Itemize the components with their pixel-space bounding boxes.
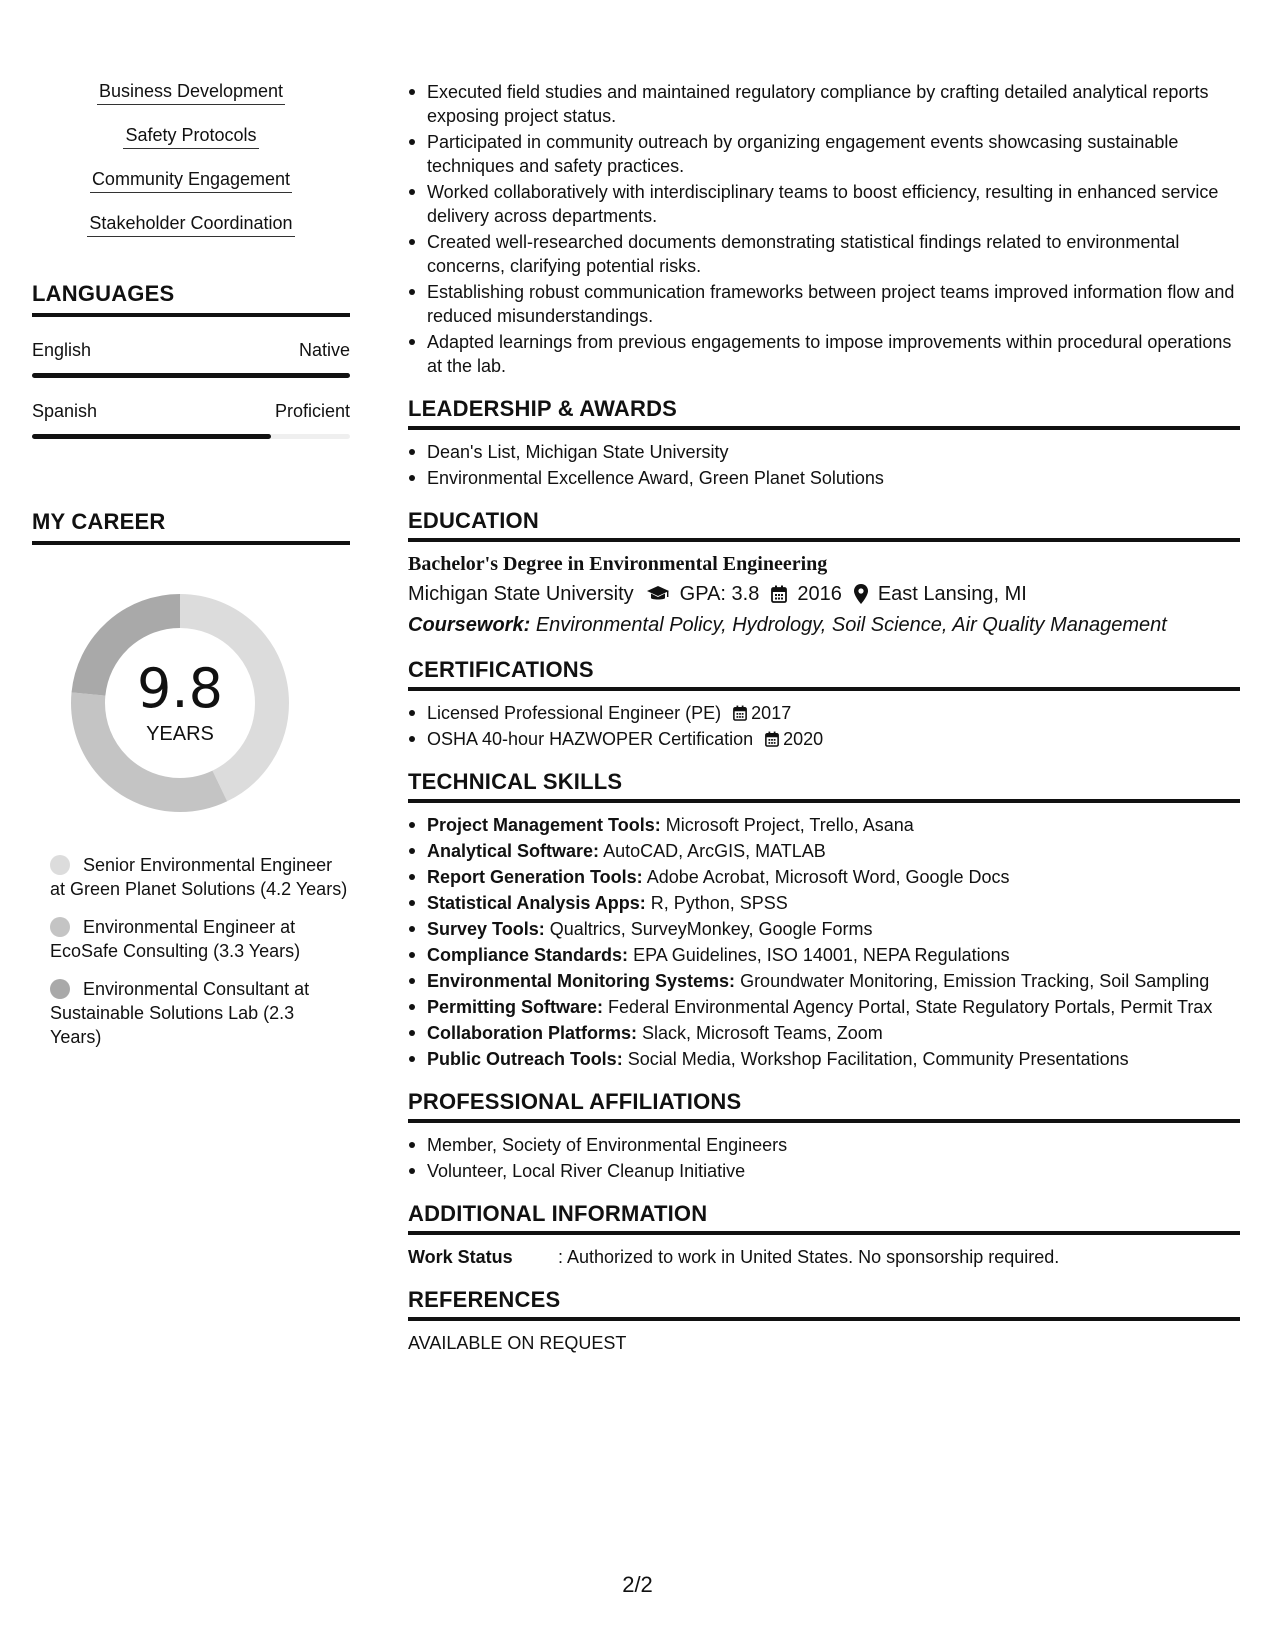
skill-values: Qualtrics, SurveyMonkey, Google Forms xyxy=(549,919,873,939)
affiliations-section xyxy=(408,1089,1240,1183)
language-item xyxy=(32,400,350,439)
legend-dot xyxy=(50,917,70,937)
skill-category: Compliance Standards: xyxy=(427,945,629,965)
graduation-year: 2016 xyxy=(797,583,842,605)
leadership-section xyxy=(408,396,1240,490)
right-column xyxy=(408,80,1240,1355)
language-item xyxy=(32,339,350,378)
location-pin-icon xyxy=(854,584,868,604)
languages-section xyxy=(32,281,350,439)
section-heading: CERTIFICATIONS xyxy=(408,657,1240,691)
list-item xyxy=(408,917,1240,941)
certification-name: Licensed Professional Engineer (PE) xyxy=(427,703,722,723)
section-heading: PROFESSIONAL AFFILIATIONS xyxy=(408,1089,1240,1123)
list-item xyxy=(408,839,1240,863)
list-item: Executed field studies and maintained regulatory compliance by crafting detailed analytical reports exposing project status. xyxy=(408,80,1240,128)
skill-values: AutoCAD, ArcGIS, MATLAB xyxy=(603,841,826,861)
list-item: Worked collaboratively with interdisciplinary teams to boost efficiency, resulting in enhanced service delivery across departments. xyxy=(408,180,1240,228)
skill-category: Environmental Monitoring Systems: xyxy=(427,971,736,991)
calendar-icon xyxy=(771,585,787,603)
list-item: Dean's List, Michigan State University xyxy=(408,440,1240,464)
list-item: Adapted learnings from previous engagements to impose improvements within procedural operations at the lab. xyxy=(408,330,1240,378)
experience-bullets xyxy=(408,80,1240,378)
list-item: Member, Society of Environmental Engineers xyxy=(408,1133,1240,1157)
graduation-cap-icon xyxy=(646,585,670,603)
career-legend xyxy=(32,853,350,1049)
skill-values: EPA Guidelines, ISO 14001, NEPA Regulations xyxy=(633,945,1010,965)
work-status-value: : Authorized to work in United States. No sponsorship required. xyxy=(558,1247,1060,1267)
language-level: Proficient xyxy=(274,401,350,421)
left-column xyxy=(32,80,350,1063)
skill-values: Slack, Microsoft Teams, Zoom xyxy=(642,1023,883,1043)
school-name: Michigan State University xyxy=(408,583,634,605)
career-total-unit: YEARS xyxy=(146,723,214,745)
skill-values: Groundwater Monitoring, Emission Tracking, Soil Sampling xyxy=(740,971,1210,991)
career-legend-item xyxy=(50,977,350,1049)
skill-category: Survey Tools: xyxy=(427,919,545,939)
career-legend-item xyxy=(50,915,350,963)
degree-title: Bachelor's Degree in Environmental Engineering xyxy=(408,553,828,575)
list-item xyxy=(408,701,1240,725)
skill-category: Collaboration Platforms: xyxy=(427,1023,638,1043)
languages-heading: LANGUAGES xyxy=(32,281,350,317)
coursework xyxy=(408,611,1240,639)
skill-category: Report Generation Tools: xyxy=(427,867,643,887)
language-name: English xyxy=(32,340,92,360)
list-item xyxy=(408,865,1240,889)
certifications-section xyxy=(408,657,1240,751)
career-heading: MY CAREER xyxy=(32,509,350,545)
references-section xyxy=(408,1287,1240,1355)
technical-skills-section xyxy=(408,769,1240,1071)
section-heading: REFERENCES xyxy=(408,1287,1240,1321)
gpa: GPA: 3.8 xyxy=(679,583,760,605)
legend-dot xyxy=(50,855,70,875)
section-heading: LEADERSHIP & AWARDS xyxy=(408,396,1240,430)
certification-name: OSHA 40-hour HAZWOPER Certification xyxy=(427,729,754,749)
career-donut-chart xyxy=(66,589,294,817)
list-item: Environmental Excellence Award, Green Planet Solutions xyxy=(408,466,1240,490)
career-total-years: 9.8 xyxy=(137,657,223,720)
career-section xyxy=(32,509,350,1049)
skill-category: Public Outreach Tools: xyxy=(427,1049,623,1069)
skill-category: Permitting Software: xyxy=(427,997,604,1017)
section-heading: ADDITIONAL INFORMATION xyxy=(408,1201,1240,1235)
skill-category: Analytical Software: xyxy=(427,841,600,861)
list-item xyxy=(408,1047,1240,1071)
career-donut-center xyxy=(66,589,294,817)
education-meta xyxy=(408,580,1240,608)
calendar-icon xyxy=(733,705,747,721)
skill-tags xyxy=(32,80,350,256)
legend-label: Environmental Consultant at Sustainable Solutions Lab (2.3 Years) xyxy=(50,979,310,1047)
language-bar-track xyxy=(32,434,350,439)
work-status-label: Work Status xyxy=(408,1247,513,1267)
references-text: AVAILABLE ON REQUEST xyxy=(408,1333,627,1353)
legend-label: Environmental Engineer at EcoSafe Consulting (3.3 Years) xyxy=(50,917,301,961)
coursework-list: Environmental Policy, Hydrology, Soil Science, Air Quality Management xyxy=(535,614,1167,636)
skill-values: Federal Environmental Agency Portal, State Regulatory Portals, Permit Trax xyxy=(608,997,1213,1017)
list-item: Created well-researched documents demonstrating statistical findings related to environmental concerns, clarifying potential risks. xyxy=(408,230,1240,278)
skill-category: Project Management Tools: xyxy=(427,815,661,835)
list-item: Participated in community outreach by organizing engagement events showcasing sustainable techniques and safety practices. xyxy=(408,130,1240,178)
list-item: Volunteer, Local River Cleanup Initiative xyxy=(408,1159,1240,1183)
language-bar-fill xyxy=(32,434,271,439)
calendar-icon xyxy=(765,731,779,747)
list-item xyxy=(408,813,1240,837)
career-legend-item xyxy=(50,853,350,901)
list-item xyxy=(408,943,1240,967)
skill-values: Adobe Acrobat, Microsoft Word, Google Docs xyxy=(646,867,1010,887)
skill-tag: Stakeholder Coordination xyxy=(87,212,294,237)
skill-tag: Business Development xyxy=(97,80,285,105)
certification-year: 2017 xyxy=(751,703,792,723)
section-heading: TECHNICAL SKILLS xyxy=(408,769,1240,803)
language-name: Spanish xyxy=(32,401,98,421)
section-heading: EDUCATION xyxy=(408,508,1240,542)
additional-info-section xyxy=(408,1201,1240,1269)
location: East Lansing, MI xyxy=(877,583,1027,605)
certification-year: 2020 xyxy=(783,729,824,749)
work-status-row xyxy=(408,1245,1240,1269)
skill-values: R, Python, SPSS xyxy=(650,893,788,913)
list-item xyxy=(408,1021,1240,1045)
list-item: Establishing robust communication frameworks between project teams improved information flow and reduced misunderstandings. xyxy=(408,280,1240,328)
page-number: 2/2 xyxy=(622,1572,653,1597)
skill-tag: Community Engagement xyxy=(90,168,292,193)
language-bar-fill xyxy=(32,373,350,378)
language-bar-track xyxy=(32,373,350,378)
list-item xyxy=(408,891,1240,915)
list-item xyxy=(408,995,1240,1019)
coursework-label: Coursework: xyxy=(408,614,531,636)
legend-dot xyxy=(50,979,70,999)
education-section xyxy=(408,508,1240,639)
skill-values: Microsoft Project, Trello, Asana xyxy=(665,815,914,835)
skill-tag: Safety Protocols xyxy=(123,124,258,149)
list-item xyxy=(408,969,1240,993)
skill-values: Social Media, Workshop Facilitation, Community Presentations xyxy=(627,1049,1129,1069)
list-item xyxy=(408,727,1240,751)
language-level: Native xyxy=(298,340,350,360)
legend-label: Senior Environmental Engineer at Green Planet Solutions (4.2 Years) xyxy=(50,855,348,899)
skill-category: Statistical Analysis Apps: xyxy=(427,893,646,913)
